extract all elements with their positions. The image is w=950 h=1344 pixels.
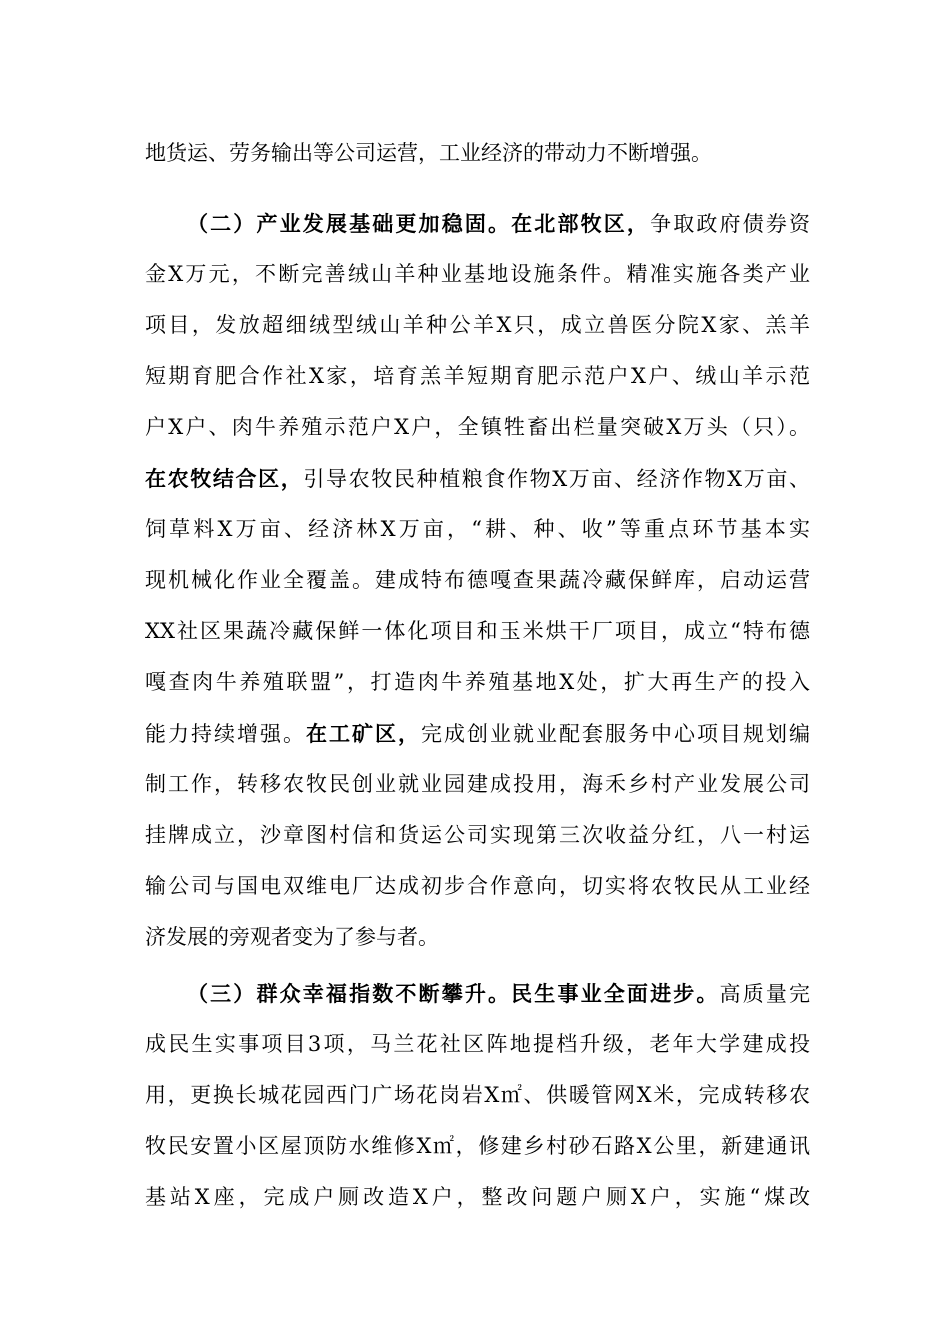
paragraph-p0 — [145, 128, 810, 179]
text-line — [145, 1121, 810, 1172]
text-line — [145, 1019, 810, 1070]
text-line — [145, 555, 810, 606]
text-run: 户X户、肉牛养殖示范户X户，全镇牲畜出栏量突破X万头（只）。 — [145, 415, 810, 439]
text-run: 短期育肥合作社X家，培育羔羊短期育肥示范户X户、绒山羊示范 — [145, 364, 810, 388]
text-run: 地货运、劳务输出等公司运营，工业经济的带动力不断增强。 — [145, 141, 712, 165]
text-run: 高质量完 — [719, 982, 811, 1006]
paragraph-p1 — [145, 198, 810, 963]
text-line — [145, 759, 810, 810]
text-run: 挂牌成立，沙章图村信和货运公司实现第三次收益分红，八一村运 — [145, 823, 810, 847]
text-run: XX社区果蔬冷藏保鲜一体化项目和玉米烘干厂项目，成立“特布德 — [145, 619, 810, 643]
paragraph-p2 — [145, 968, 810, 1223]
text-run: 济发展的旁观者变为了参与者。 — [145, 925, 439, 949]
text-line — [145, 1070, 810, 1121]
text-line — [145, 453, 810, 504]
text-run: 现机械化作业全覆盖。建成特布德嘎查果蔬冷藏保鲜库，启动运营 — [145, 568, 810, 592]
text-run: 嘎查肉牛养殖联盟”，打造肉牛养殖基地X处，扩大再生产的投入 — [145, 670, 810, 694]
text-line — [145, 1172, 810, 1223]
text-run: 输公司与国电双维电厂达成初步合作意向，切实将农牧民从工业经 — [145, 874, 810, 898]
text-line — [145, 249, 810, 300]
text-line — [145, 861, 810, 912]
text-run: 制工作，转移农牧民创业就业园建成投用，海禾乡村产业发展公司 — [145, 772, 810, 796]
text-run: 成民生实事项目3项，马兰花社区阵地提档升级，老年大学建成投 — [145, 1032, 810, 1056]
text-line — [145, 351, 810, 402]
text-run: 完成创业就业配套服务中心项目规划编 — [421, 722, 810, 746]
text-line — [145, 912, 810, 963]
text-line — [145, 708, 810, 759]
text-line — [145, 657, 810, 708]
text-line — [145, 606, 810, 657]
text-run: 基站X座，完成户厕改造X户，整改问题户厕X户，实施“煤改 — [145, 1185, 810, 1209]
text-line — [145, 504, 810, 555]
text-run: 饲草料X万亩、经济林X万亩，“耕、种、收”等重点环节基本实 — [145, 517, 810, 541]
text-run: 引导农牧民种植粮食作物X万亩、经济作物X万亩、 — [303, 467, 810, 491]
text-line — [145, 968, 810, 1019]
text-line — [145, 810, 810, 861]
text-run: 项目，发放超细绒型绒山羊种公羊X只，成立兽医分院X家、羔羊 — [145, 313, 810, 337]
bold-text-run: 在农牧结合区， — [145, 466, 304, 491]
text-run: 能力持续增强。 — [145, 722, 306, 746]
bold-text-run: （三）群众幸福指数不断攀升。民生事业全面进步。 — [187, 981, 720, 1006]
text-line — [145, 300, 810, 351]
bold-text-run: （二）产业发展基础更加稳固。在北部牧区， — [187, 211, 651, 236]
text-line — [145, 402, 810, 453]
text-run: 牧民安置小区屋顶防水维修X㎡，修建乡村砂石路X公里，新建通讯 — [145, 1134, 810, 1158]
text-run: 争取政府债券资 — [650, 212, 811, 236]
text-line — [145, 128, 810, 179]
bold-text-run: 在工矿区， — [306, 721, 421, 746]
text-line — [145, 198, 810, 249]
text-run: 金X万元，不断完善绒山羊种业基地设施条件。精准实施各类产业 — [145, 262, 810, 286]
text-run: 用，更换长城花园西门广场花岗岩X㎡、供暖管网X米，完成转移农 — [145, 1083, 810, 1107]
